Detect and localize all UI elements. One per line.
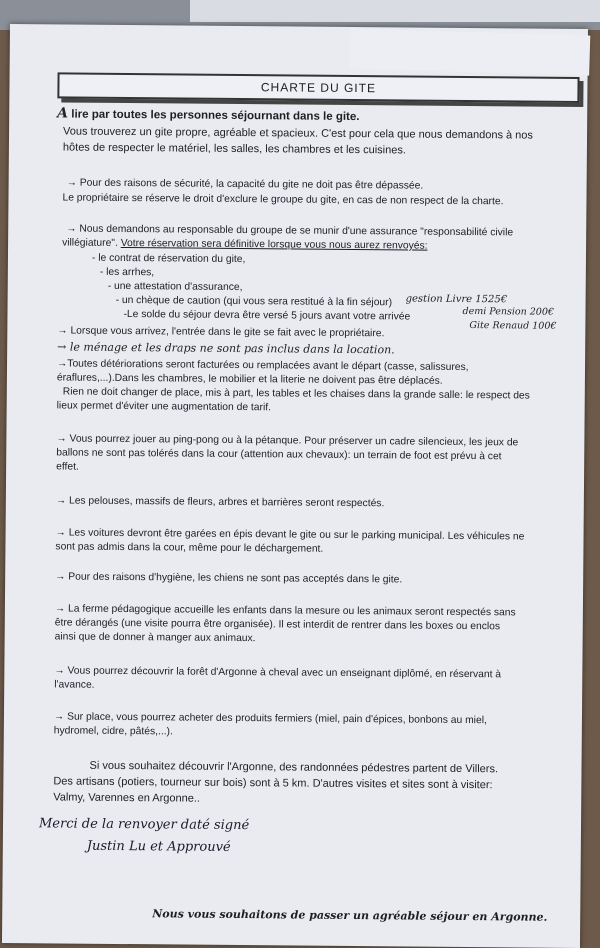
rule-arrival: → Lorsque vous arrivez, l'entrée dans le gite se fait avec le propriétaire. bbox=[57, 325, 385, 340]
handwritten-note: Gite Renaud 100€ bbox=[469, 320, 557, 332]
rule-security: → Pour des raisons de sécurité, la capacité du gite ne doit pas être dépassée. bbox=[66, 177, 424, 192]
closing-paragraph: Des artisans (potiers, tourneur sur bois) sont à 5 km. D'autres visites et sites sont à visiter: bbox=[53, 775, 493, 792]
list-item: - une attestation d'assurance, bbox=[107, 280, 243, 294]
closing-paragraph: Si vous souhaitez découvrir l'Argonne, des randonnées pédestres partent de Villers. bbox=[89, 759, 499, 776]
handwritten-signature-note: Merci de la renvoyer daté signé bbox=[38, 816, 250, 834]
handwritten-note: demi Pension 200€ bbox=[462, 305, 554, 318]
insurance-text: villégiature". bbox=[62, 237, 118, 249]
paragraph-line: hydromel, cidre, pâtés,...). bbox=[53, 725, 173, 738]
rule-gardens: → Les pelouses, massifs de fleurs, arbres et barrières seront respectés. bbox=[55, 495, 385, 510]
paragraph-line: être dérangés (une visite pourra être organisée). Il est interdit de rentrer dans les boxes ou enclos bbox=[54, 617, 501, 633]
reservation-condition: Votre réservation sera définitive lorsque vous nous aurez renvoyés: bbox=[120, 237, 428, 252]
document-title: CHARTE DU GITE bbox=[57, 72, 579, 103]
intro-text: lire par toutes les personnes séjournant dans le gite. bbox=[71, 108, 360, 124]
background-paper-stack bbox=[190, 0, 600, 22]
paragraph-line: Rien ne doit changer de place, mis à part, les tables et les chaises dans la grande salle: le respect des bbox=[62, 386, 530, 402]
handwritten-signature-note: Justin Lu et Approuvé bbox=[86, 838, 231, 855]
paragraph-line: hôtes de respecter le matériel, les salles, les chambres et les cuisines. bbox=[62, 141, 406, 157]
list-item: - un chèque de caution (qui vous sera restitué à la fin séjour) bbox=[115, 294, 393, 309]
closing-paragraph: Valmy, Varennes en Argonne.. bbox=[53, 791, 201, 805]
paragraph-line: effet. bbox=[56, 461, 79, 473]
paragraph-line: ainsi que de donner à manger aux animaux. bbox=[54, 631, 256, 645]
charter-document bbox=[2, 24, 588, 948]
rule-damage: →Toutes détériorations seront facturées ou remplacées avant le départ (casse, salissures, bbox=[56, 358, 469, 374]
paragraph-line: l'avance. bbox=[54, 679, 95, 691]
rule-farm-products: → Sur place, vous pourrez acheter des produits fermiers (miel, pain d'épices, bonbons au miel, bbox=[53, 711, 487, 727]
handwritten-initial: A bbox=[57, 105, 69, 122]
list-item: -Le solde du séjour devra être versé 5 jours avant votre arrivée bbox=[123, 309, 411, 323]
paragraph-line: Vous trouverez un gite propre, agréable et spacieux. C'est pour cela que nous demandons à nos bbox=[63, 125, 534, 142]
paragraph-line: éraflures,...).Dans les chambres, le mobilier et la literie ne doivent pas être déplacés. bbox=[56, 372, 443, 387]
paragraph-line: sont pas admis dans la cour, même pour le déchargement. bbox=[55, 541, 324, 555]
rule-parking: → Les voitures devront être garées en épis devant le gite ou sur le parking municipal. Les véhicules ne bbox=[55, 527, 525, 543]
paragraph-line: ballons ne sont pas tolérés dans la cour (attention aux chevaux): un terrain de foot est prévu à cet bbox=[56, 447, 502, 463]
paragraph-line: lieux permet d'éviter une augmentation de tarif. bbox=[56, 400, 272, 414]
handwritten-note: → le ménage et les draps ne sont pas inclus dans la location. bbox=[57, 340, 395, 357]
rule-insurance: → Nous demandons au responsable du groupe de se munir d'une assurance "responsabilité civile bbox=[66, 223, 514, 239]
intro-line bbox=[57, 106, 359, 124]
rule-dogs: → Pour des raisons d'hygiène, les chiens ne sont pas acceptés dans le gite. bbox=[55, 571, 403, 586]
rule-farm: → La ferme pédagogique accueille les enfants dans la mesure ou les animaux seront respectés sans bbox=[54, 603, 516, 619]
list-item: - les arrhes, bbox=[99, 266, 155, 279]
handwritten-note: gestion Livre 1525€ bbox=[405, 293, 508, 306]
footer-message: Nous vous souhaitons de passer un agréable séjour en Argonne. bbox=[152, 907, 548, 924]
rule-games: → Vous pourrez jouer au ping-pong ou à la pétanque. Pour préserver un cadre silencieux, les jeux de bbox=[56, 433, 519, 449]
paragraph-line: Le propriétaire se réserve le droit d'exclure le groupe du gite, en cas de non respect de la charte. bbox=[62, 192, 504, 208]
list-item: - le contrat de réservation du gite, bbox=[91, 252, 246, 266]
rule-horse-riding: → Vous pourrez découvrir la forêt d'Argonne à cheval avec un enseignant diplômé, en réservant à bbox=[54, 665, 502, 681]
